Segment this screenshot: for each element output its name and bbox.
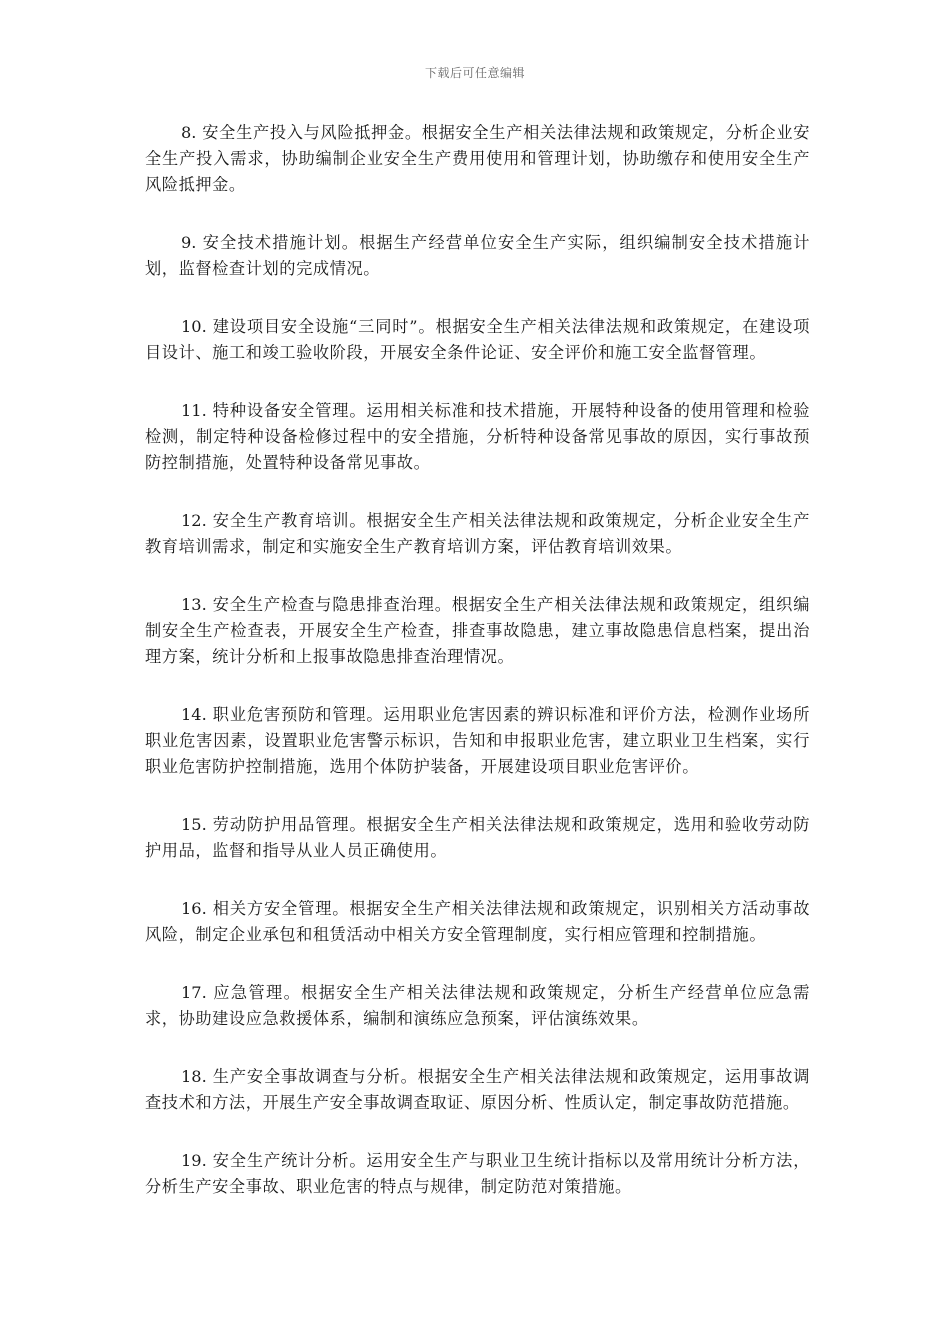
paragraph-number: 18. [181, 1067, 207, 1086]
paragraph-8 [145, 120, 810, 198]
paragraph-number: 15. [181, 815, 207, 834]
paragraph-9 [145, 230, 810, 282]
paragraph-text: 安全生产教育培训。根据安全生产相关法律法规和政策规定，分析企业安全生产教育培训需求，制定和实施安全生产教育培训方案，评估教育培训效果。 [145, 511, 810, 556]
paragraph-number: 10. [181, 317, 207, 336]
paragraph-text: 职业危害预防和管理。运用职业危害因素的辨识标准和评价方法，检测作业场所职业危害因素，设置职业危害警示标识，告知和申报职业危害，建立职业卫生档案，实行职业危害防护控制措施，选用个体防护装备，开展建设项目职业危害评价。 [145, 705, 810, 776]
paragraph-19 [145, 1148, 810, 1200]
paragraph-number: 19. [181, 1151, 207, 1170]
paragraph-number: 12. [181, 511, 207, 530]
paragraph-number: 8. [181, 123, 197, 142]
paragraph-18 [145, 1064, 810, 1116]
paragraph-number: 16. [181, 899, 207, 918]
paragraph-text: 应急管理。根据安全生产相关法律法规和政策规定，分析生产经营单位应急需求，协助建设应急救援体系，编制和演练应急预案，评估演练效果。 [145, 983, 811, 1028]
paragraph-text: 安全生产检查与隐患排查治理。根据安全生产相关法律法规和政策规定，组织编制安全生产检查表，开展安全生产检查，排查事故隐患，建立事故隐患信息档案，提出治理方案，统计分析和上报事故隐患排查治理情况。 [145, 595, 810, 666]
paragraph-number: 9. [181, 233, 197, 252]
paragraph-13 [145, 592, 810, 670]
paragraph-text: 相关方安全管理。根据安全生产相关法律法规和政策规定，识别相关方活动事故风险，制定企业承包和租赁活动中相关方安全管理制度，实行相应管理和控制措施。 [145, 899, 810, 944]
paragraph-text: 劳动防护用品管理。根据安全生产相关法律法规和政策规定，选用和验收劳动防护用品，监督和指导从业人员正确使用。 [145, 815, 810, 860]
paragraph-text: 建设项目安全设施“三同时”。根据安全生产相关法律法规和政策规定，在建设项目设计、施工和竣工验收阶段，开展安全条件论证、安全评价和施工安全监督管理。 [145, 317, 810, 362]
paragraph-12 [145, 508, 810, 560]
paragraph-text: 特种设备安全管理。运用相关标准和技术措施，开展特种设备的使用管理和检验检测，制定特种设备检修过程中的安全措施，分析特种设备常见事故的原因，实行事故预防控制措施，处置特种设备常见事故。 [145, 401, 810, 472]
paragraph-17 [145, 980, 810, 1032]
paragraph-text: 生产安全事故调查与分析。根据安全生产相关法律法规和政策规定，运用事故调查技术和方法，开展生产安全事故调查取证、原因分析、性质认定，制定事故防范措施。 [145, 1067, 810, 1112]
paragraph-10 [145, 314, 810, 366]
paragraph-11 [145, 398, 810, 476]
page-header: 下载后可任意编辑 [424, 66, 525, 80]
paragraph-number: 13. [181, 595, 207, 614]
document-body [145, 120, 810, 1232]
paragraph-text: 安全生产统计分析。运用安全生产与职业卫生统计指标以及常用统计分析方法，分析生产安全事故、职业危害的特点与规律，制定防范对策措施。 [145, 1151, 810, 1196]
paragraph-text: 安全技术措施计划。根据生产经营单位安全生产实际，组织编制安全技术措施计划，监督检查计划的完成情况。 [145, 233, 810, 278]
paragraph-14 [145, 702, 810, 780]
paragraph-number: 11. [181, 401, 207, 420]
paragraph-text: 安全生产投入与风险抵押金。根据安全生产相关法律法规和政策规定，分析企业安全生产投入需求，协助编制企业安全生产费用使用和管理计划，协助缴存和使用安全生产风险抵押金。 [145, 123, 810, 194]
paragraph-number: 14. [181, 705, 207, 724]
paragraph-15 [145, 812, 810, 864]
paragraph-number: 17. [181, 983, 207, 1002]
paragraph-16 [145, 896, 810, 948]
